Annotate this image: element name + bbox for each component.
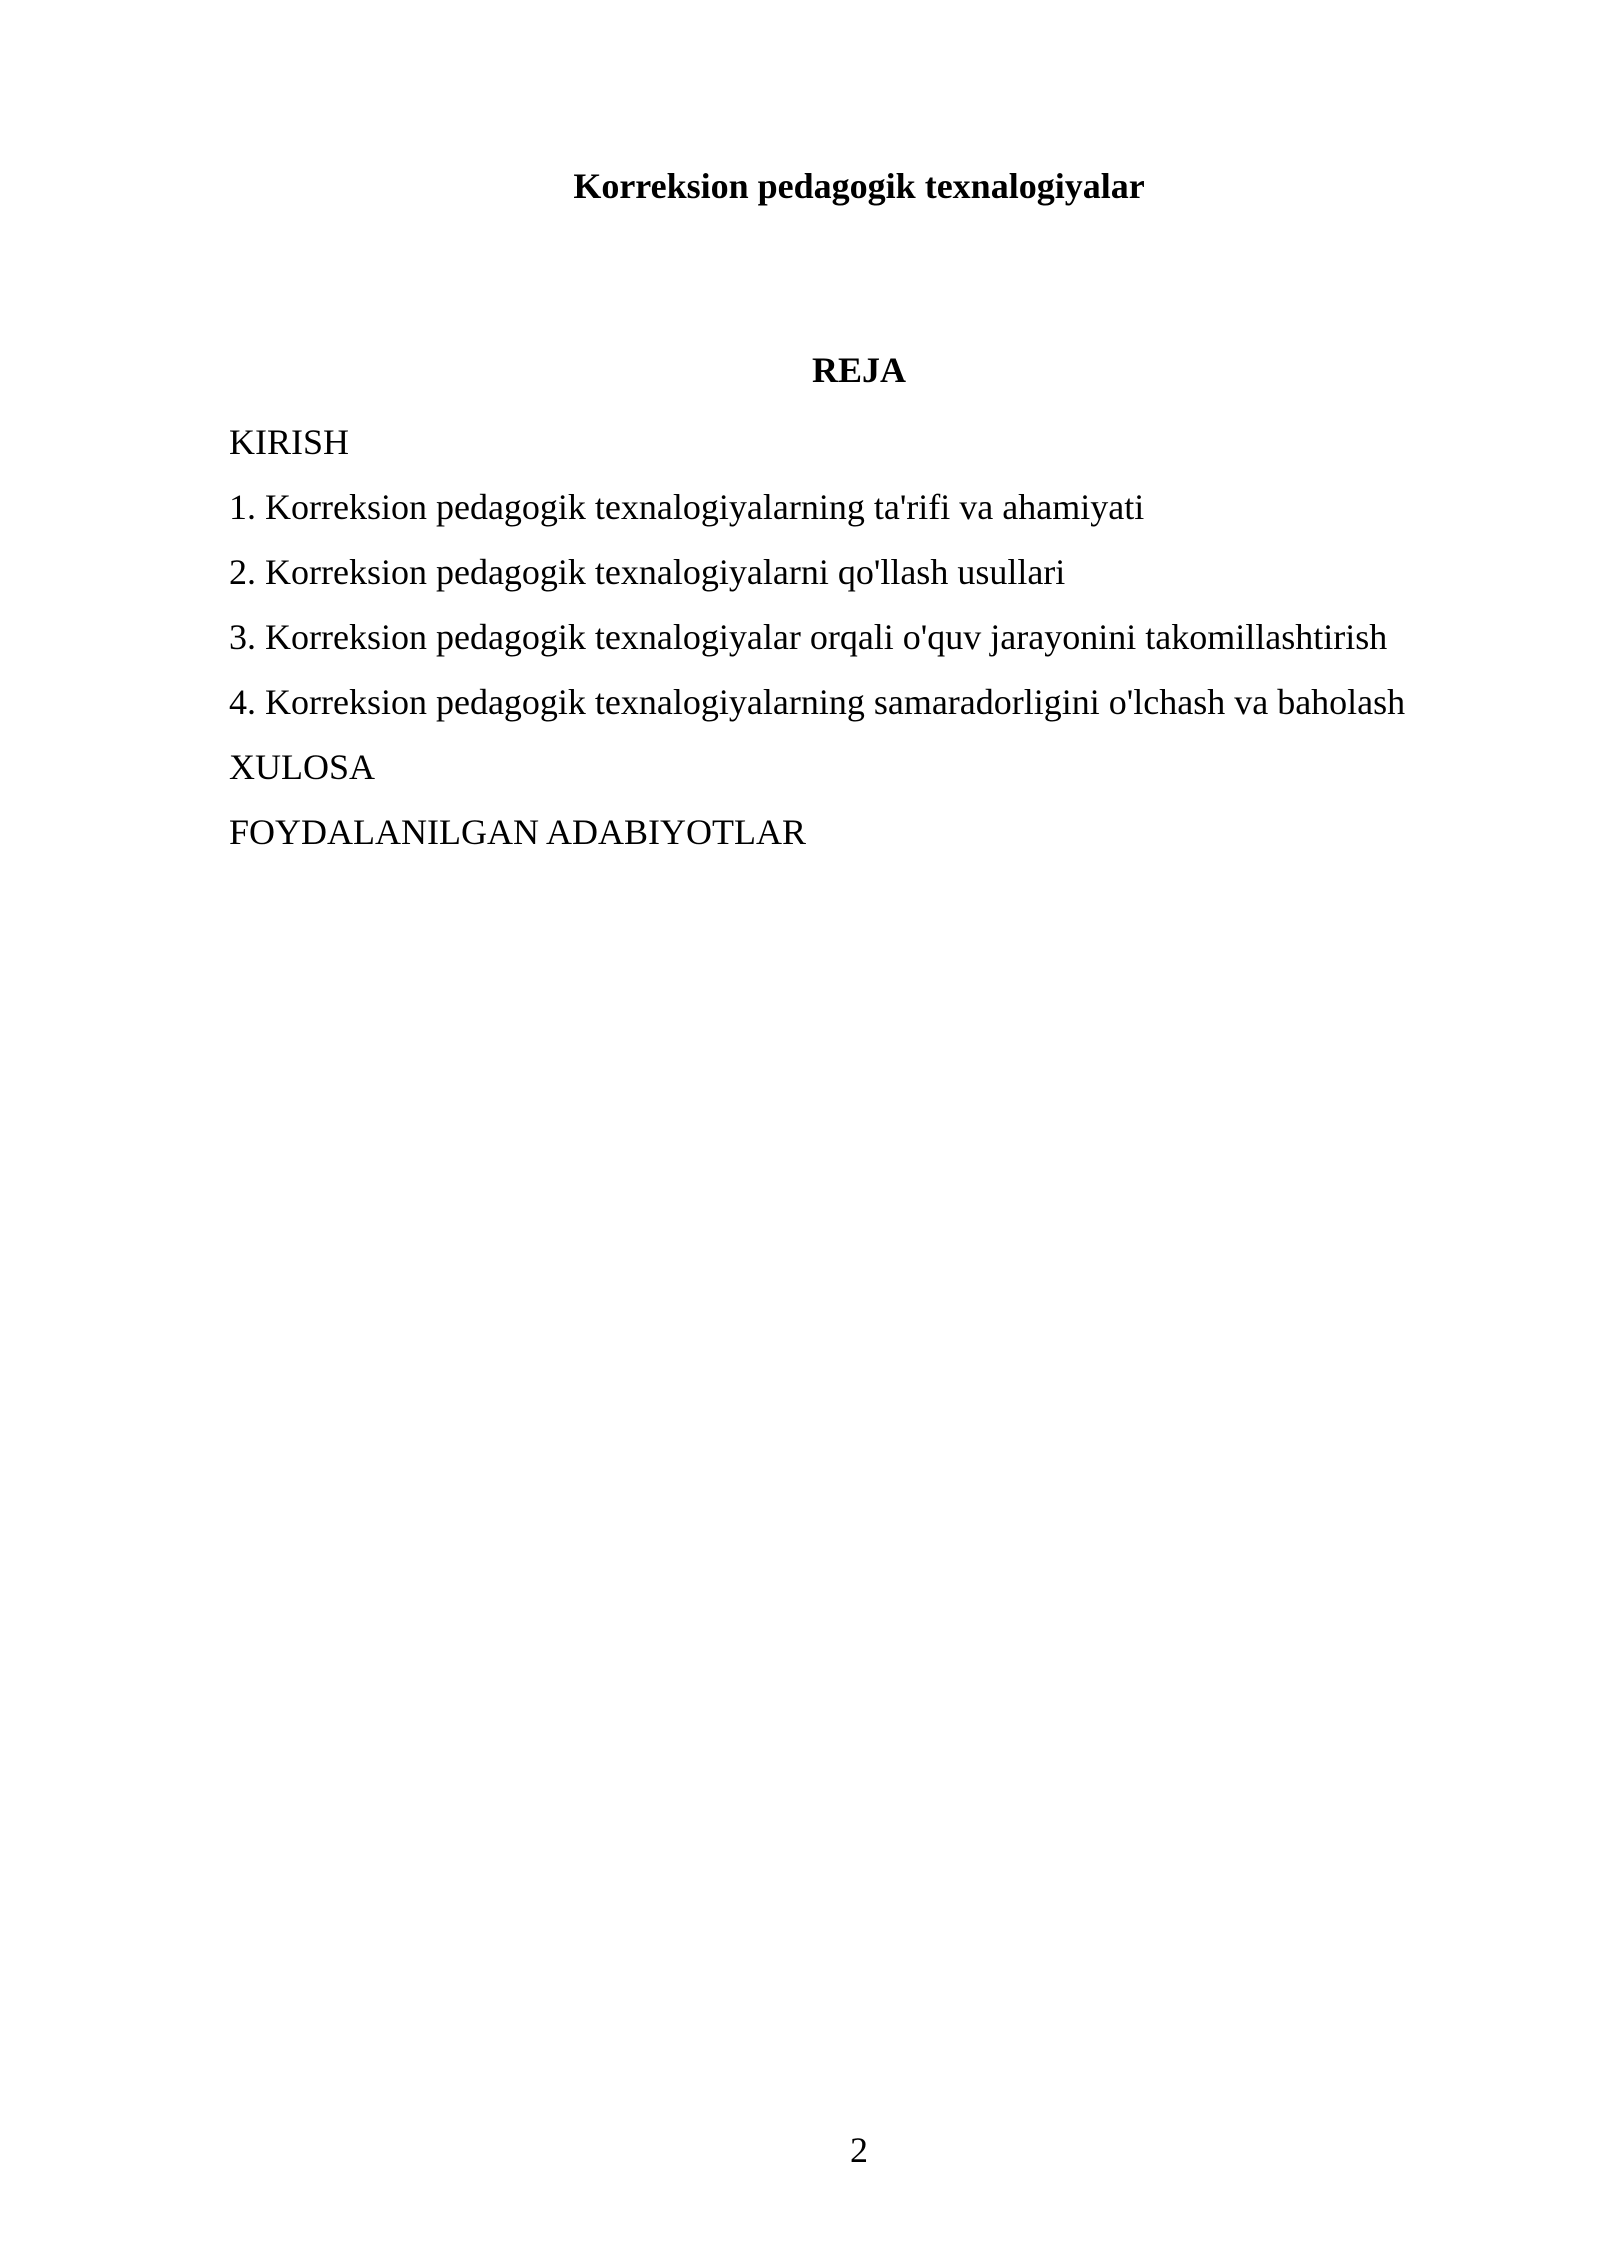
plan-heading: REJA [811,350,906,390]
plan-item-references: FOYDALANILGAN ADABIYOTLAR [229,812,806,852]
plan-item-4: 4. Korreksion pedagogik texnalogiyalarning samaradorligini o'lchash va baholash [229,682,1406,722]
plan-item-3: 3. Korreksion pedagogik texnalogiyalar orqali o'quv jarayonini takomillashtirish [229,617,1388,657]
plan-item-1: 1. Korreksion pedagogik texnalogiyalarning ta'rifi va ahamiyati [229,487,1145,527]
document-title: Korreksion pedagogik texnalogiyalar [573,166,1145,206]
page-number: 2 [850,2130,868,2170]
plan-item-introduction: KIRISH [229,422,350,462]
plan-item-conclusion: XULOSA [229,747,376,787]
plan-item-2: 2. Korreksion pedagogik texnalogiyalarni qo'llash usullari [229,552,1066,592]
plan-list [229,414,1405,869]
